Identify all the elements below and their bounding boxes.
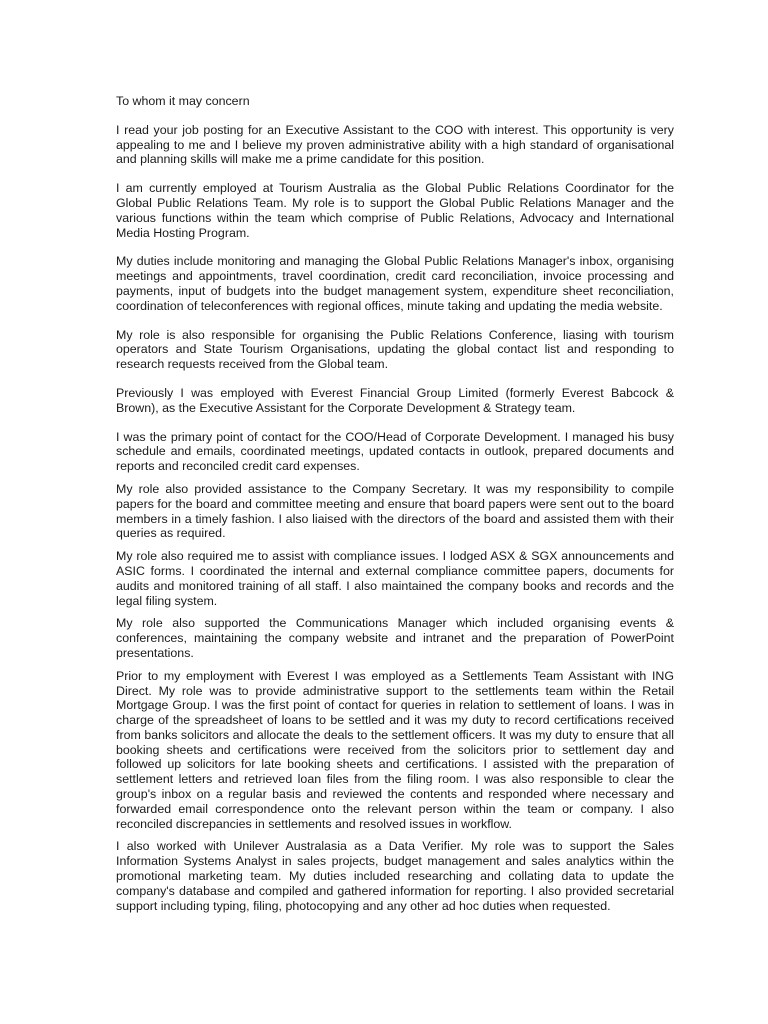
letter-body	[116, 94, 674, 921]
paragraph-unilever: I also worked with Unilever Australasia as a Data Verifier. My role was to support the Sales Information Systems Analyst in sales projects, budget management and sales analytics within the promotional marketing team. My duties included researching and collating data to update the company's database and compiled and gathered information for reporting. I also provided secretarial support including typing, filing, photocopying and any other ad hoc duties when requested.	[116, 839, 674, 913]
paragraph-company-secretary: My role also provided assistance to the Company Secretary. It was my responsibility to compile papers for the board and committee meeting and ensure that board papers were sent out to the board members in a timely fashion. I also liaised with the directors of the board and assisted them with their queries as required.	[116, 481, 674, 541]
paragraph-previous-employment: Previously I was employed with Everest Financial Group Limited (formerly Everest Babcock & Brown), as the Executive Assistant for the Corporate Development & Strategy team.	[116, 385, 674, 415]
paragraph-ing-direct: Prior to my employment with Everest I was employed as a Settlements Team Assistant with ING Direct. My role was to provide administrative support to the settlements team within the Retail Mortgage Group. I was the first point of contact for queries in relation to settlement of loans. I was in charge of the spreadsheet of loans to be settled and it was my duty to record certifications received from banks solicitors and allocate the deals to the settlement officers. It was my duty to ensure that all booking sheets and certifications were received from the solicitors prior to settlement day and followed up solicitors for late booking sheets and certifications. I assisted with the preparation of settlement letters and retrieved loan files from the filing room. I was also responsible to clear the group's inbox on a regular basis and reviewed the contents and responded where necessary and forwarded email correspondence onto the relevant person within the team or company. I also reconciled discrepancies in settlements and resolved issues in workflow.	[116, 668, 674, 831]
paragraph-current-employment: I am currently employed at Tourism Australia as the Global Public Relations Coordinator for the Global Public Relations Team. My role is to support the Global Public Relations Manager and the various functions within the team which comprise of Public Relations, Advocacy and International Media Hosting Program.	[116, 181, 674, 240]
paragraph-job-posting: I read your job posting for an Executive Assistant to the COO with interest. This opportunity is very appealing to me and I believe my proven administrative ability with a high standard of organisational and planning skills will make me a prime candidate for this position.	[116, 122, 674, 167]
paragraph-communications: My role also supported the Communications Manager which included organising events & conferences, maintaining the company website and intranet and the preparation of PowerPoint presentations.	[116, 616, 674, 660]
paragraph-current-responsibilities: My role is also responsible for organising the Public Relations Conference, liasing with tourism operators and State Tourism Organisations, updating the global contact list and responding to research requests received from the Global team.	[116, 327, 674, 372]
paragraph-current-duties: My duties include monitoring and managing the Global Public Relations Manager's inbox, organising meetings and appointments, travel coordination, credit card reconciliation, invoice processing and payments, input of budgets into the budget management system, expenditure sheet reconciliation, coordination of teleconferences with regional offices, minute taking and updating the media website.	[116, 254, 674, 313]
paragraph-coo-support: I was the primary point of contact for the COO/Head of Corporate Development. I managed his busy schedule and emails, coordinated meetings, updated contacts in outlook, prepared documents and reports and reconciled credit card expenses.	[116, 429, 674, 474]
paragraph-compliance: My role also required me to assist with compliance issues. I lodged ASX & SGX announcements and ASIC forms. I coordinated the internal and external compliance committee papers, documents for audits and monitored training of all staff. I also maintained the company books and records and the legal filing system.	[116, 549, 674, 608]
salutation: To whom it may concern	[116, 94, 250, 108]
